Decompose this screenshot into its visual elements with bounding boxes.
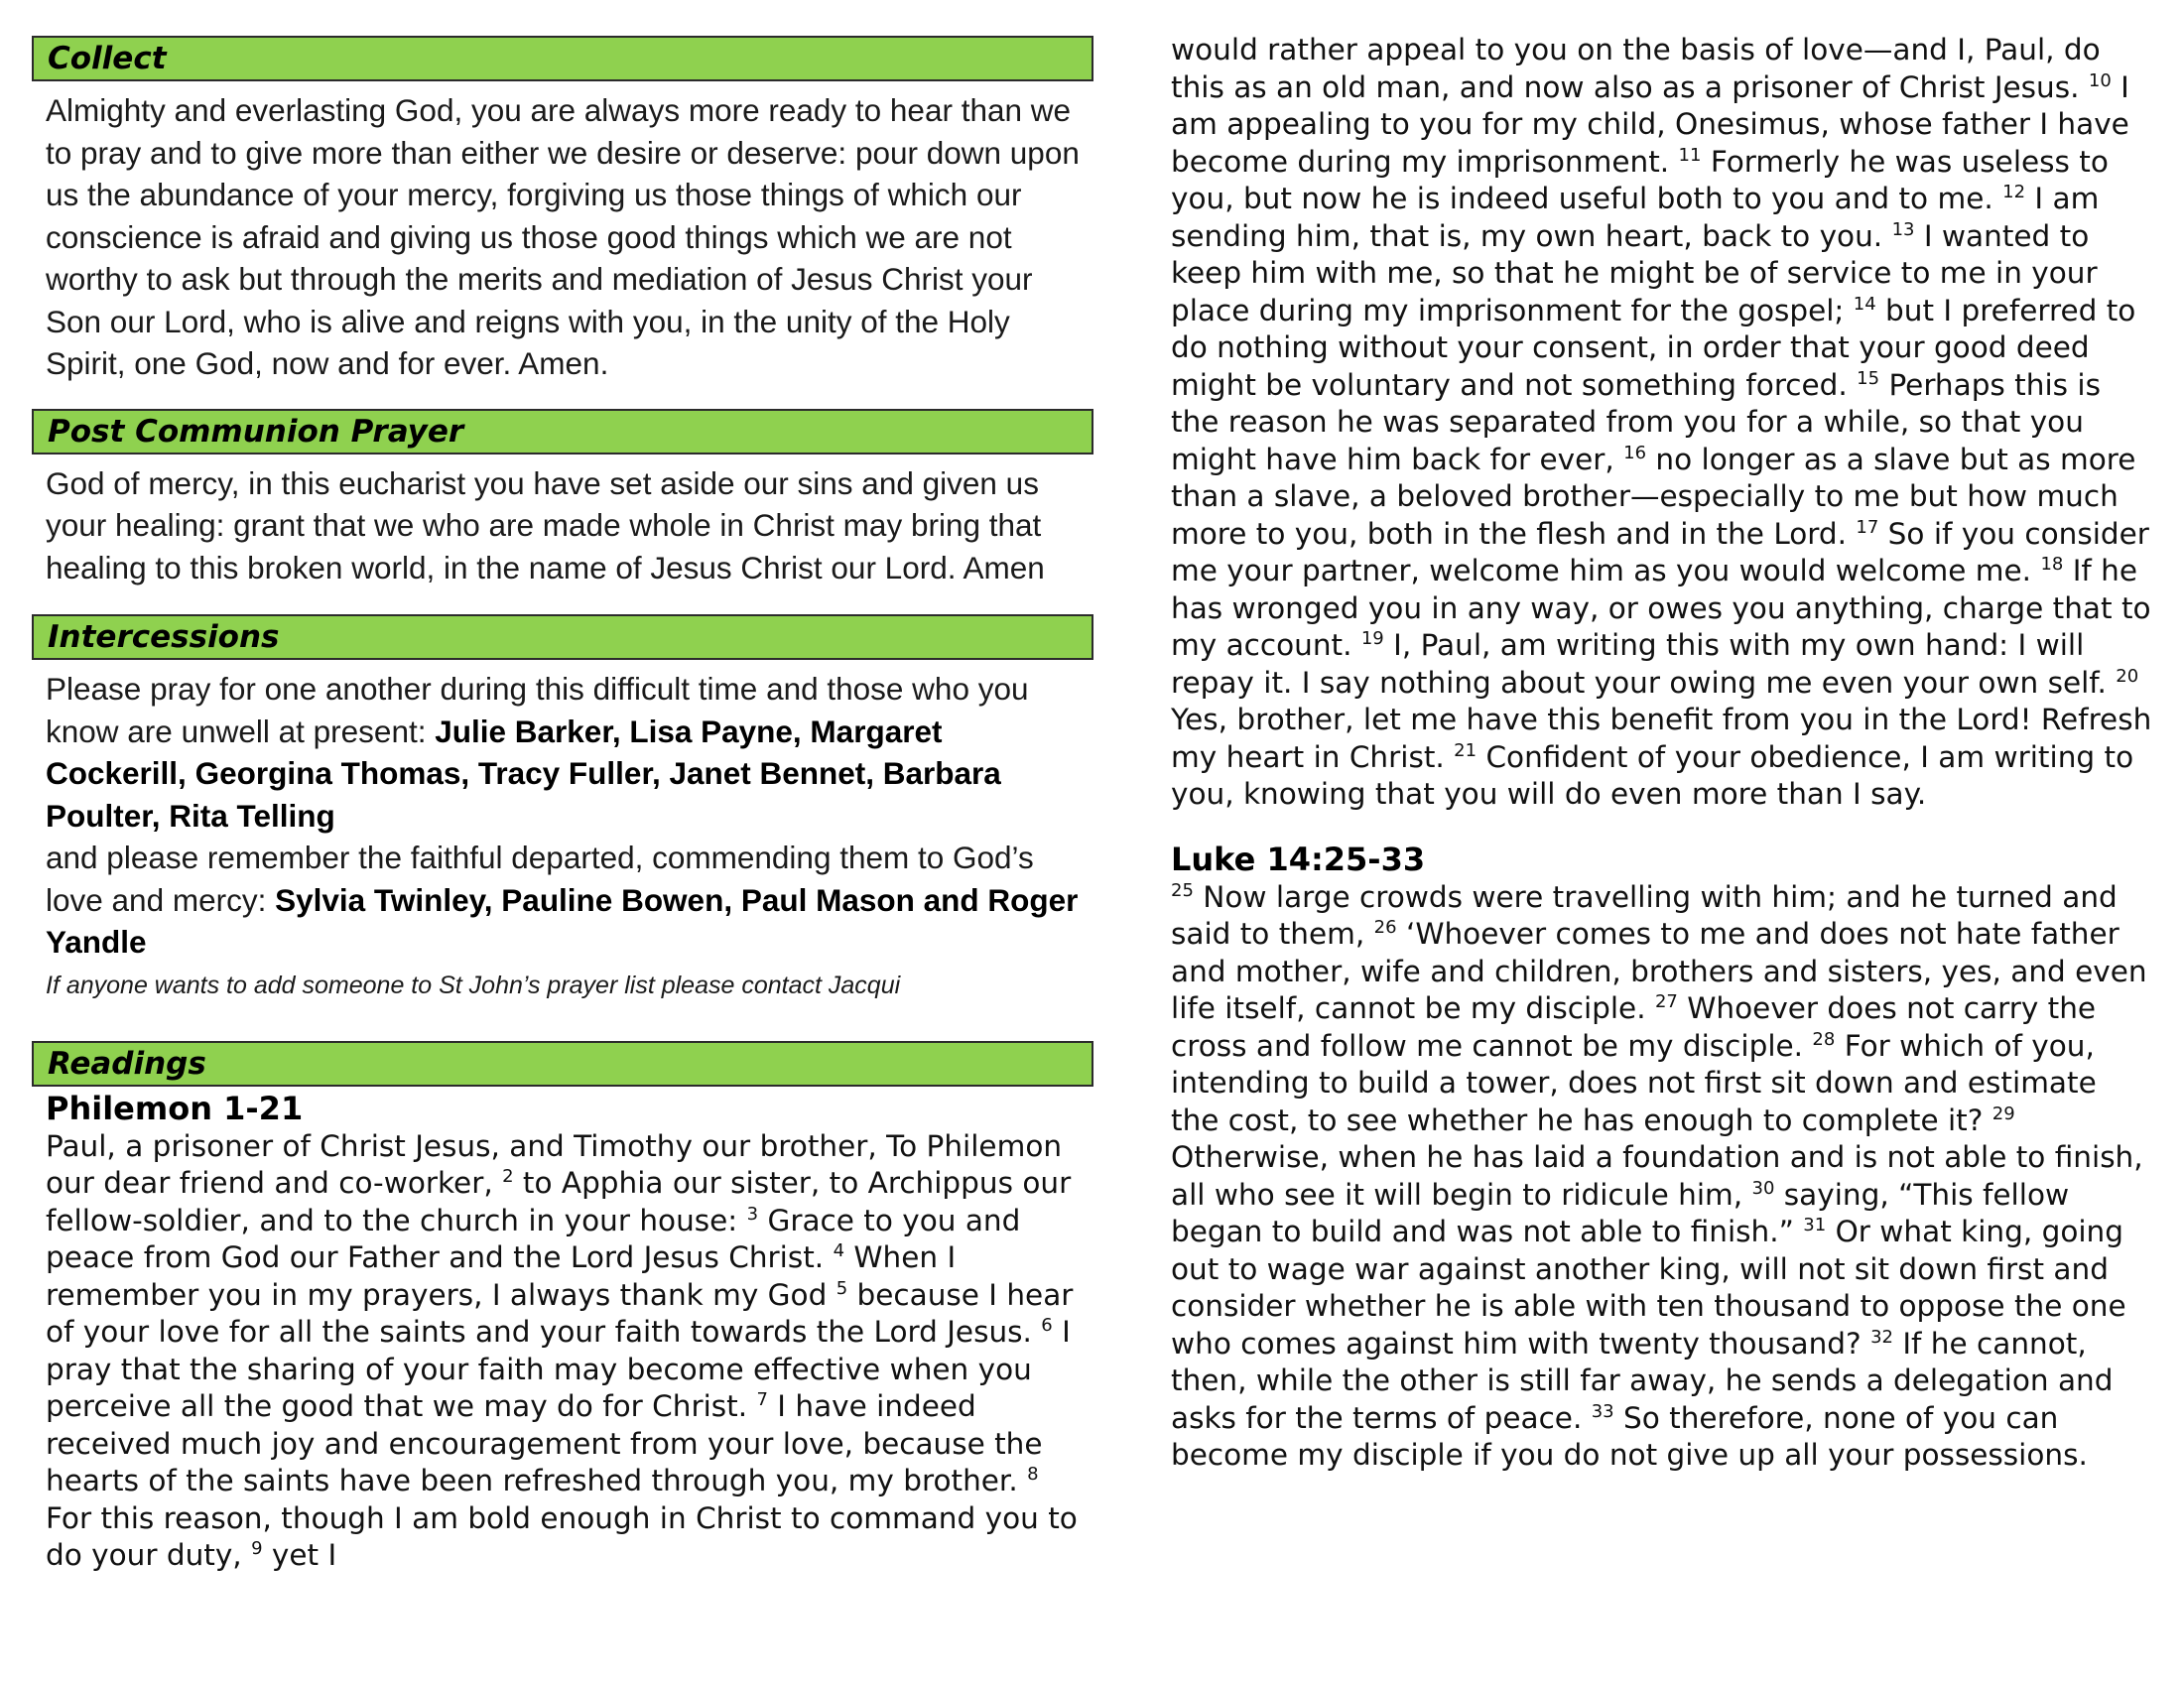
verse-number: 31	[1803, 1215, 1827, 1236]
verse-text: would rather appeal to you on the basis of love—and I, Paul, do this as an old man, and now also as a prisoner of Christ Jesus.	[1171, 33, 2101, 104]
verse-number: 27	[1654, 991, 1678, 1013]
verse-text: no longer as a slave but as more than a slave, a beloved brother—especially to me but how much more to you, both in the flesh and in the Lord.	[1171, 442, 2136, 551]
verse-text: I pray that the sharing of your faith may become effective when you perceive all the good that we may do for Christ.	[46, 1315, 1071, 1423]
intercessions-heading: Intercessions	[32, 614, 1093, 660]
verse-number: 17	[1856, 516, 1879, 538]
collect-heading: Collect	[32, 36, 1093, 81]
verse-number: 12	[2002, 182, 2026, 203]
verse-text: I wanted to keep him with me, so that he might be of service to me in your place during my imprisonment for the gospel;	[1171, 218, 2098, 327]
verse-text: Grace to you and peace from God our Father and the Lord Jesus Christ.	[46, 1203, 1021, 1274]
verse-text: So therefore, none of you can become my disciple if you do not give up all your possessions.	[1171, 1400, 2088, 1472]
verse-text: Otherwise, when he has laid a foundation and is not able to finish, all who see it will begin to ridicule him,	[1171, 1140, 2143, 1212]
verse-number: 2	[502, 1166, 514, 1188]
verse-text: If he has wronged you in any way, or owes you anything, charge that to my account.	[1171, 554, 2151, 662]
verse-text: I have indeed received much joy and encouragement from your love, because the hearts of the saints have been refreshed through you, my brother.	[46, 1389, 1043, 1497]
verse-number: 28	[1812, 1028, 1836, 1050]
verse-number: 3	[746, 1203, 759, 1225]
post-communion-text: God of mercy, in this eucharist you have set aside our sins and given us your healing: grant that we who are made whole in Christ may bring that healing to this broken world, in the name of Jesus Christ our Lord. Amen	[46, 464, 1045, 585]
philemon-title: Philemon 1-21	[46, 1089, 304, 1127]
verse-text: For which of you, intending to build a tower, does not first sit down and estimate the cost, to see whether he has enough to complete it?	[1171, 1028, 2097, 1137]
right-column	[1171, 0, 2153, 1475]
verse-number: 7	[756, 1389, 768, 1411]
readings-heading: Readings	[32, 1041, 1093, 1087]
verse-number: 29	[1991, 1103, 2015, 1124]
verse-text: ‘Whoever comes to me and does not hate father and mother, wife and children, brothers and sisters, yes, and even life itself, cannot be my disciple.	[1171, 917, 2147, 1025]
verse-number: 19	[1360, 628, 1384, 650]
luke-text	[1171, 879, 2153, 1475]
prayer-list-note: If anyone wants to add someone to St John’s prayer list please contact Jacqui	[46, 971, 901, 999]
verse-number: 6	[1041, 1315, 1053, 1337]
philemon-continued-text	[1171, 32, 2153, 814]
verse-number: 14	[1853, 293, 1876, 315]
verse-text: Formerly he was useless to you, but now he is indeed useful both to you and to me.	[1171, 144, 2109, 215]
verse-text: If he cannot, then, while the other is still far away, he sends a delegation and asks for the terms of peace.	[1171, 1326, 2114, 1435]
departed-intro: and please remember the faithful departed, commending them to God’s love and mercy:	[46, 840, 1034, 918]
verse-text: but I preferred to do nothing without your consent, in order that your good deed might be voluntary and not something forced.	[1171, 293, 2136, 402]
verse-number: 5	[835, 1277, 848, 1299]
verse-text: Confident of your obedience, I am writing to you, knowing that you will do even more than I say.	[1171, 739, 2134, 811]
verse-number: 16	[1623, 442, 1647, 463]
verse-number: 26	[1373, 917, 1397, 939]
verse-number: 8	[1027, 1464, 1039, 1486]
verse-number: 25	[1171, 879, 1194, 901]
intercessions-unwell	[46, 668, 1080, 837]
verse-text: Yes, brother, let me have this benefit from you in the Lord! Refresh my heart in Christ.	[1171, 703, 2152, 774]
verse-number: 33	[1591, 1400, 1614, 1422]
philemon-text	[46, 1128, 1080, 1575]
post-communion-heading: Post Communion Prayer	[32, 409, 1093, 454]
unwell-names: Julie Barker, Lisa Payne, Margaret Cockerill, Georgina Thomas, Tracy Fuller, Janet Bennet, Barbara Poulter, Rita Telling	[46, 713, 1001, 834]
verse-text: I am appealing to you for my child, Onesimus, whose father I have become during my imprisonment.	[1171, 69, 2129, 179]
verse-text: Perhaps this is the reason he was separated from you for a while, so that you might have him back for ever,	[1171, 367, 2101, 476]
intercessions-body	[32, 660, 1093, 1007]
departed-names: Sylvia Twinley, Pauline Bowen, Paul Mason and Roger Yandle	[46, 881, 1079, 960]
verse-text: because I hear of your love for all the saints and your faith towards the Lord Jesus.	[46, 1277, 1074, 1349]
verse-number: 11	[1678, 144, 1702, 166]
verse-text: I am sending him, that is, my own heart, back to you.	[1171, 182, 2100, 253]
verse-number: 13	[1891, 218, 1915, 240]
verse-text: yet I	[262, 1538, 337, 1572]
verse-text: For this reason, though I am bold enough in Christ to command you to do your duty,	[46, 1500, 1078, 1572]
collect-text: Almighty and everlasting God, you are always more ready to hear than we to pray and to give more than either we desire or deserve: pour down upon us the abundance of your mercy, forgiving us those things of which our conscience is afraid and giving us those good things which we are not worthy to ask but through the merits and mediation of Jesus Christ your Son our Lord, who is alive and reigns with you, in the unity of the Holy Spirit, one God, now and for ever. Amen.	[46, 92, 1080, 381]
verse-number: 18	[2040, 554, 2064, 576]
verse-number: 10	[2088, 69, 2112, 91]
verse-text: Or what king, going out to wage war against another king, will not sit down first and consider whether he is able with ten thousand to oppose the one who comes against him with twenty thousand?	[1171, 1215, 2126, 1361]
left-column	[32, 0, 1093, 1575]
verse-number: 30	[1751, 1177, 1775, 1199]
verse-number: 9	[251, 1538, 263, 1560]
verse-text: saying, “This fellow began to build and was not able to finish.”	[1171, 1177, 2070, 1248]
verse-number: 21	[1454, 739, 1477, 761]
verse-text: Whoever does not carry the cross and follow me cannot be my disciple.	[1171, 991, 2097, 1063]
verse-text: Now large crowds were travelling with him; and he turned and said to them,	[1171, 879, 2118, 951]
verse-number: 20	[2116, 665, 2139, 687]
philemon-section	[32, 1087, 1093, 1575]
verse-text: Paul, a prisoner of Christ Jesus, and Timothy our brother, To Philemon our dear friend and co-worker,	[46, 1128, 1063, 1200]
verse-text: When I remember you in my prayers, I always thank my God	[46, 1240, 957, 1312]
verse-text: So if you consider me your partner, welcome him as you would welcome me.	[1171, 516, 2149, 587]
intercessions-intro: Please pray for one another during this difficult time and those who you know are unwell at present:	[46, 671, 1029, 749]
luke-title: Luke 14:25-33	[1171, 840, 1426, 878]
intercessions-departed	[46, 837, 1080, 964]
verse-number: 15	[1857, 367, 1880, 389]
verse-text: I, Paul, am writing this with my own hand: I will repay it. I say nothing about your owing me even your own self.	[1171, 628, 2117, 700]
verse-number: 4	[833, 1240, 845, 1262]
verse-number: 32	[1870, 1326, 1893, 1348]
verse-text: to Apphia our sister, to Archippus our fellow-soldier, and to the church in your house:	[46, 1166, 1072, 1237]
